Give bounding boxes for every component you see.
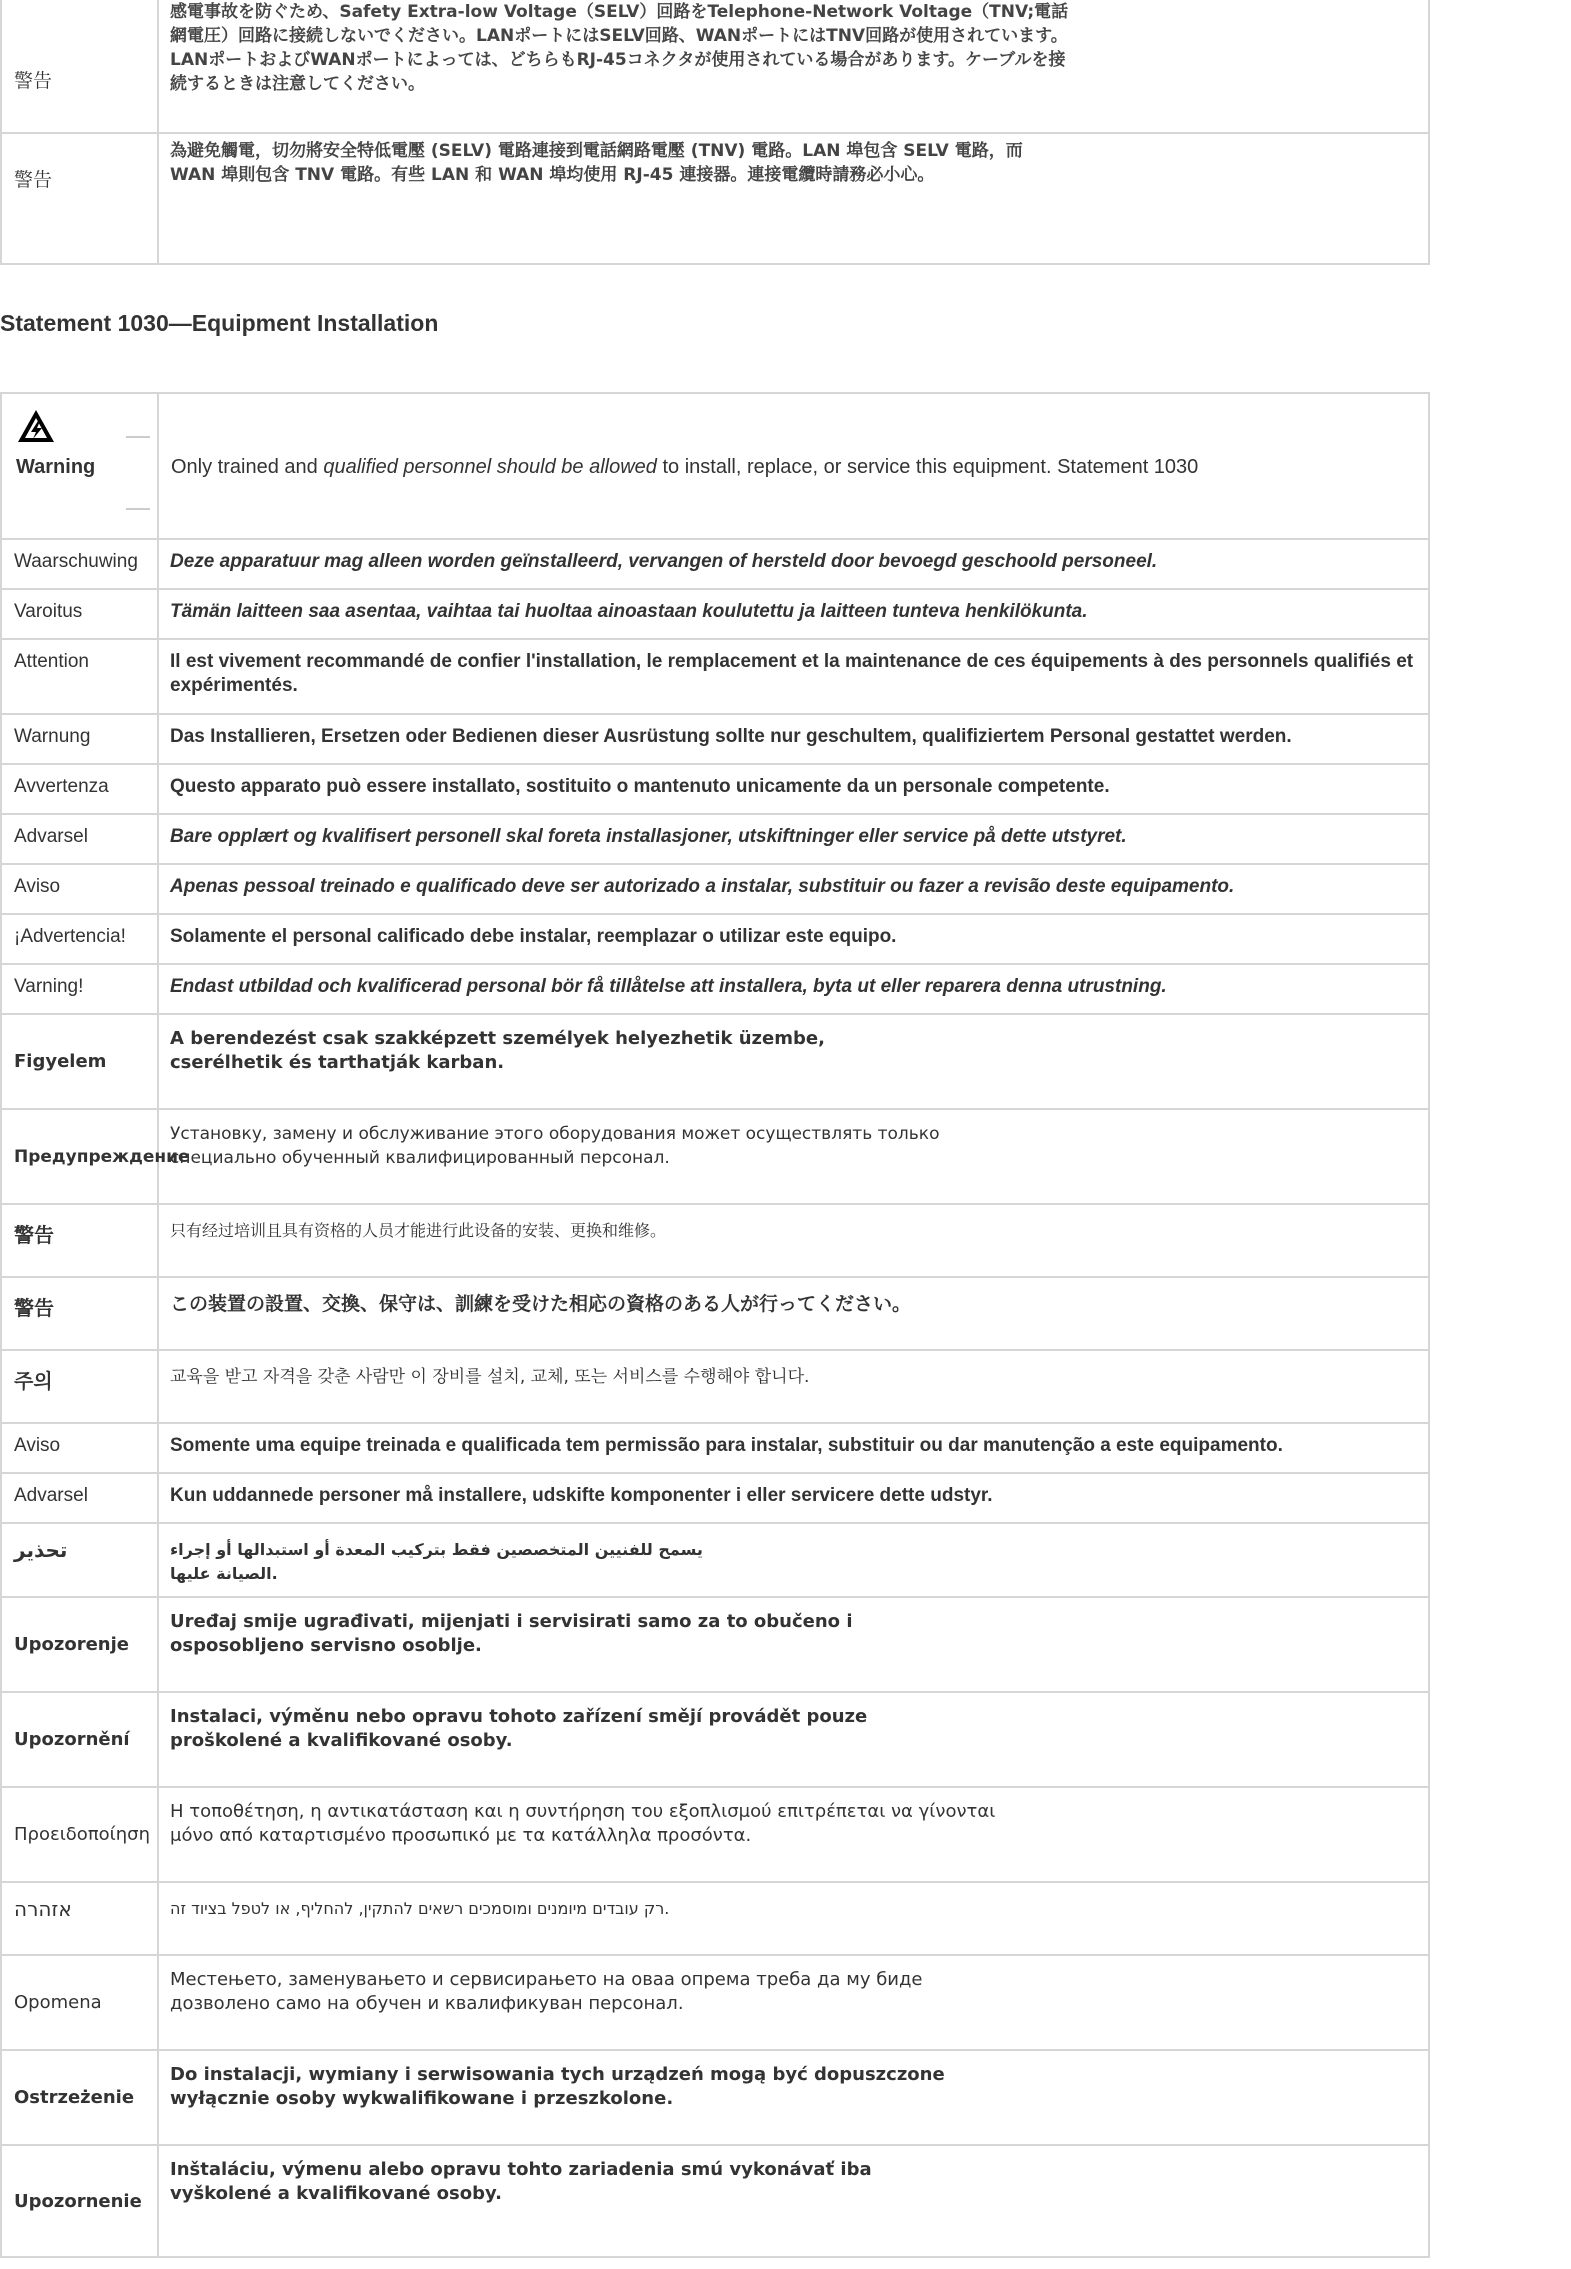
table-row [1, 1597, 1429, 1692]
table-row [1, 539, 1429, 589]
warning-text-part: Only trained and [171, 456, 324, 478]
table-row [1, 714, 1429, 764]
table-row [1, 589, 1429, 639]
row-label: 警告 [14, 1296, 54, 1320]
table-row [1, 639, 1429, 714]
row-label: Advarsel [14, 1485, 88, 1506]
label-cell [1, 393, 158, 539]
row-label: 주의 [14, 1369, 53, 1393]
row-text: この装置の設置、交換、保守は、訓練を受けた相応の資格のある人が行ってください。 [170, 1293, 912, 1315]
row-text: 교육을 받고 자격을 갖춘 사람만 이 장비를 설치, 교체, 또는 서비스를 수행해야 합니다. [170, 1367, 810, 1387]
divider [126, 436, 150, 438]
table-row [1, 964, 1429, 1014]
row-text: Somente uma equipe treinada e qualificada tem permissão para instalar, substituir ou dar manutenção a este equipamento. [170, 1435, 1283, 1456]
row-label: 警告 [14, 169, 53, 191]
text-cell [158, 0, 1429, 133]
row-label: Warnung [14, 726, 91, 747]
table-row [1, 2050, 1429, 2145]
row-label: 警告 [14, 1223, 54, 1247]
warning-header-row [1, 393, 1429, 539]
table-row [1, 1787, 1429, 1882]
row-text: Apenas pessoal treinado e qualificado deve ser autorizado a instalar, substituir ou fazer a revisão deste equipamento. [170, 876, 1235, 897]
table-row [1, 1955, 1429, 2050]
row-label: Opomena [14, 1992, 102, 2013]
warning-text [159, 394, 1428, 479]
row-label: Upozornění [14, 1729, 130, 1750]
previous-statement-table [0, 0, 1430, 265]
row-label: Aviso [14, 876, 61, 897]
row-text: Deze apparatuur mag alleen worden geïnstalleerd, vervangen of hersteld door bevoegd geschoold personeel. [170, 551, 1158, 572]
row-text: Das Installieren, Ersetzen oder Bedienen dieser Ausrüstung sollte nur geschultem, qualifiziertem Personal gestattet werden. [170, 726, 1292, 747]
table-row [1, 2145, 1429, 2257]
text-cell [158, 393, 1429, 539]
row-text [159, 1883, 722, 1921]
table-row [1, 0, 1429, 133]
row-text: Tämän laitteen saa asentaa, vaihtaa tai huoltaa ainoastaan koulutettu ja laitteen tunteva henkilökunta. [170, 601, 1088, 622]
row-text: Instalaci, výměnu nebo opravu tohoto zařízení smějí provádět pouze proškolené a kvalifikované osoby. [170, 1706, 868, 1751]
row-text: Do instalacji, wymiany i serwisowania tych urządzeń mogą być dopuszczone wyłącznie osoby wykwalifikowane i przeszkolone. [170, 2064, 945, 2109]
row-label: Ostrzeżenie [14, 2087, 135, 2108]
row-text: 只有经过培训且具有资格的人员才能进行此设备的安装、更换和维修。 [170, 1221, 667, 1240]
row-label: Aviso [14, 1435, 61, 1456]
row-text: 感電事故を防ぐため、Safety Extra-low Voltage（SELV）回路をTelephone-Network Voltage（TNV;電話網電圧）回路に接続しないでください。LANポートにはSELV回路、WANポートにはTNV回路が使用されています。LANポートおよびWANポートによっては、どちらもRJ-45コネクタが使用されている場合があります。ケーブルを接続するときは注意してください。 [170, 2, 1069, 94]
table-row [1, 864, 1429, 914]
row-text: 為避免觸電，切勿將安全特低電壓 (SELV) 電路連接到電話網路電壓 (TNV) 電路。LAN 埠包含 SELV 電路，而 WAN 埠則包含 TNV 電路。有些 LAN 和 WAN 埠均使用 RJ-45 連接器。連接電纜時請務必小心。 [170, 141, 1023, 185]
row-text: Bare opplært og kvalifisert personell skal foreta installasjoner, utskiftninger eller service på dette utstyret. [170, 826, 1127, 847]
row-text: Solamente el personal calificado debe instalar, reemplazar o utilizar este equipo. [170, 926, 897, 947]
row-label: Avvertenza [14, 776, 109, 797]
row-label: Figyelem [14, 1051, 107, 1072]
warning-label: Warning [16, 456, 96, 478]
table-row [1, 914, 1429, 964]
table-row [1, 1523, 1429, 1597]
row-label: Предупреждение [14, 1146, 190, 1167]
table-row [1, 764, 1429, 814]
row-label: Waarschuwing [14, 551, 138, 572]
row-text: Inštaláciu, výmenu alebo opravu tohto zariadenia smú vykonávať iba vyškolené a kvalifikované osoby. [170, 2159, 872, 2204]
row-text: Uređaj smije ugrađivati, mijenjati i servisirati samo za to obučeno i osposobljeno servisno osoblje. [170, 1611, 853, 1656]
row-text: Местењето, заменувањето и сервисирањето на оваа опрема треба да му биде дозволено само на обучен и квалификуван персонал. [170, 1969, 923, 2014]
section-title: Statement 1030—Equipment Installation [0, 310, 439, 336]
row-label: Προειδοποίηση [14, 1824, 150, 1845]
warning-text-part: to install, replace, or service this equipment. Statement 1030 [656, 456, 1199, 478]
warning-triangle-icon [16, 408, 56, 444]
table-row [1, 1692, 1429, 1787]
row-label: ¡Advertencia! [14, 926, 126, 947]
table-row [1, 1204, 1429, 1277]
statement-1030-table [0, 392, 1430, 2258]
row-text: Il est vivement recommandé de confier l'installation, le remplacement et la maintenance de ces équipements à des personnels qualifiés et expérimentés. [170, 651, 1414, 696]
label-cell [1, 0, 158, 133]
table-row [1, 1882, 1429, 1955]
text-cell [158, 133, 1429, 264]
row-text: Установку, замену и обслуживание этого оборудования может осуществлять только специально обученный квалифицированный персонал. [170, 1124, 940, 1168]
hebrew-text: רק עובדים מיומנים ומוסמכים רשאים להתקין, להחליף, או לטפל בציוד זה. [170, 1899, 670, 1918]
row-text: Endast utbildad och kvalificerad personal bör få tillåtelse att installera, byta ut eller reparera denna utrustning. [170, 976, 1167, 997]
warning-text-italic: qualified personnel should be allowed [323, 456, 657, 478]
table-row [1, 1423, 1429, 1473]
row-text [159, 1524, 722, 1586]
table-row [1, 1473, 1429, 1523]
row-text: Kun uddannede personer må installere, udskifte komponenter i eller servicere dette udstyr. [170, 1485, 993, 1506]
table-row [1, 1109, 1429, 1204]
row-label: אזהרה [14, 1897, 72, 1921]
table-row [1, 1014, 1429, 1109]
table-row [1, 814, 1429, 864]
divider [126, 508, 150, 510]
row-text: Questo apparato può essere installato, sostituito o mantenuto unicamente da un personale competente. [170, 776, 1110, 797]
row-label: تحذير [14, 1538, 68, 1562]
row-label: Upozorenje [14, 1634, 129, 1655]
row-label: 警告 [14, 70, 53, 92]
row-text: Η τοποθέτηση, η αντικατάσταση και η συντήρηση του εξοπλισμού επιτρέπεται να γίνονται μόνο από καταρτισμένο προσωπικό με τα κατάλληλα προσόντα. [170, 1801, 996, 1846]
table-row [1, 1277, 1429, 1350]
table-row [1, 1350, 1429, 1423]
row-label: Varoitus [14, 601, 83, 622]
label-cell [1, 133, 158, 264]
arabic-text: يسمح للفنيين المتخصصين فقط بتركيب المعدة أو استبدالها أو إجراء الصيانة عليها. [170, 1540, 703, 1583]
table-row [1, 133, 1429, 264]
row-label: Varning! [14, 976, 84, 997]
row-text: A berendezést csak szakképzett személyek helyezhetik üzembe, cserélhetik és tarthatják karban. [170, 1028, 825, 1073]
row-label: Upozornenie [14, 2190, 142, 2212]
row-label: Advarsel [14, 826, 88, 847]
row-label: Attention [14, 651, 89, 672]
